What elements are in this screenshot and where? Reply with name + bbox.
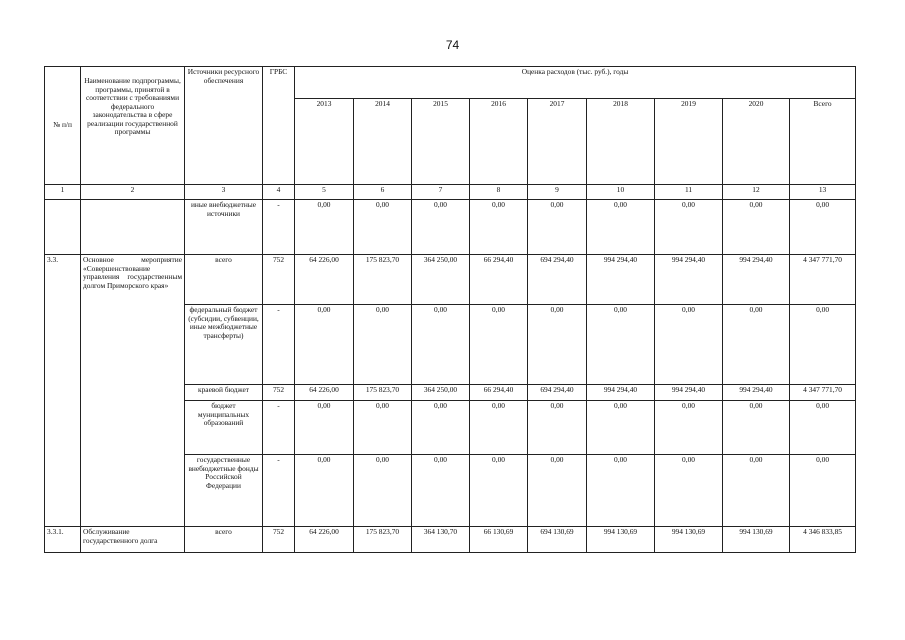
value-cell: 0,00	[723, 200, 790, 255]
column-number-row	[45, 185, 856, 200]
column-number: 3	[185, 185, 263, 200]
value-cell: 0,00	[528, 401, 587, 455]
value-cell: 994 294,40	[587, 385, 655, 401]
value-cell: 0,00	[470, 305, 528, 385]
value-cell: 0,00	[354, 200, 412, 255]
value-cell: 994 130,69	[587, 527, 655, 553]
grbs-cell: -	[263, 200, 295, 255]
value-cell: 694 130,69	[528, 527, 587, 553]
value-cell: 66 130,69	[470, 527, 528, 553]
source-cell: иные внебюджетные источники	[185, 200, 263, 255]
value-cell: 0,00	[412, 200, 470, 255]
value-cell: 0,00	[528, 455, 587, 527]
source-cell: бюджет муниципальных образований	[185, 401, 263, 455]
item-name-cell: Основное мероприятие «Совершенствование управления государственным долгом Приморского края»	[81, 255, 185, 527]
source-cell: всего	[185, 527, 263, 553]
value-cell: 364 130,70	[412, 527, 470, 553]
source-cell: краевой бюджет	[185, 385, 263, 401]
item-name-cell	[81, 200, 185, 255]
item-name-cell: Обслуживание государственного долга	[81, 527, 185, 553]
value-cell: 0,00	[587, 305, 655, 385]
value-cell: 0,00	[655, 401, 723, 455]
value-cell: 694 294,40	[528, 255, 587, 305]
grbs-cell: 752	[263, 255, 295, 305]
value-cell: 64 226,00	[295, 527, 354, 553]
table-row	[45, 200, 856, 255]
year-header: 2020	[723, 99, 790, 185]
column-number: 2	[81, 185, 185, 200]
total-cell: 4 347 771,70	[790, 255, 856, 305]
column-number: 10	[587, 185, 655, 200]
value-cell: 0,00	[655, 200, 723, 255]
column-number: 9	[528, 185, 587, 200]
column-number: 4	[263, 185, 295, 200]
value-cell: 0,00	[295, 200, 354, 255]
value-cell: 0,00	[587, 200, 655, 255]
value-cell: 0,00	[655, 305, 723, 385]
value-cell: 994 294,40	[655, 385, 723, 401]
value-cell: 0,00	[295, 455, 354, 527]
value-cell: 0,00	[470, 401, 528, 455]
grbs-cell: -	[263, 305, 295, 385]
grbs-cell: -	[263, 455, 295, 527]
value-cell: 0,00	[655, 455, 723, 527]
value-cell: 175 823,70	[354, 527, 412, 553]
value-cell: 994 294,40	[723, 385, 790, 401]
column-number: 5	[295, 185, 354, 200]
column-number: 7	[412, 185, 470, 200]
value-cell: 0,00	[354, 401, 412, 455]
total-cell: 4 346 833,85	[790, 527, 856, 553]
source-cell: всего	[185, 255, 263, 305]
header-col-name: Наименование подпрограммы, программы, принятой в соответствии с требованиями федерального законодательства в сфере реализации государственной программы	[81, 67, 185, 185]
year-header: 2014	[354, 99, 412, 185]
item-number-cell: 3.3.	[45, 255, 81, 527]
total-cell: 4 347 771,70	[790, 385, 856, 401]
grbs-cell: 752	[263, 527, 295, 553]
value-cell: 0,00	[528, 200, 587, 255]
value-cell: 994 294,40	[655, 255, 723, 305]
value-cell: 0,00	[723, 401, 790, 455]
header-col-sources: Источники ресурсного обеспечения	[185, 67, 263, 185]
source-cell: государственные внебюджетные фонды Российской Федерации	[185, 455, 263, 527]
value-cell: 66 294,40	[470, 385, 528, 401]
value-cell: 0,00	[470, 200, 528, 255]
column-number: 6	[354, 185, 412, 200]
value-cell: 0,00	[723, 455, 790, 527]
value-cell: 0,00	[587, 455, 655, 527]
source-cell: федеральный бюджет (субсидии, субвенции, иные межбюджетные трансферты)	[185, 305, 263, 385]
header-row-top	[45, 67, 856, 99]
total-cell: 0,00	[790, 455, 856, 527]
value-cell: 994 294,40	[587, 255, 655, 305]
year-header: 2016	[470, 99, 528, 185]
header-col-estimate: Оценка расходов (тыс. руб.), годы	[295, 67, 856, 99]
value-cell: 0,00	[412, 455, 470, 527]
table-row	[45, 527, 856, 553]
value-cell: 694 294,40	[528, 385, 587, 401]
total-cell: 0,00	[790, 200, 856, 255]
value-cell: 64 226,00	[295, 255, 354, 305]
value-cell: 0,00	[354, 455, 412, 527]
value-cell: 994 294,40	[723, 255, 790, 305]
value-cell: 64 226,00	[295, 385, 354, 401]
column-number: 11	[655, 185, 723, 200]
value-cell: 0,00	[295, 305, 354, 385]
year-header: 2017	[528, 99, 587, 185]
column-number: 1	[45, 185, 81, 200]
page-number: 74	[445, 38, 460, 52]
value-cell: 175 823,70	[354, 255, 412, 305]
total-cell: 0,00	[790, 305, 856, 385]
item-number-cell: 3.3.1.	[45, 527, 81, 553]
value-cell: 0,00	[587, 401, 655, 455]
value-cell: 66 294,40	[470, 255, 528, 305]
grbs-cell: -	[263, 401, 295, 455]
column-number: 8	[470, 185, 528, 200]
value-cell: 0,00	[528, 305, 587, 385]
year-header: 2013	[295, 99, 354, 185]
column-number: 13	[790, 185, 856, 200]
header-col-grbs: ГРБС	[263, 67, 295, 185]
value-cell: 364 250,00	[412, 255, 470, 305]
value-cell: 0,00	[354, 305, 412, 385]
value-cell: 0,00	[412, 305, 470, 385]
table-row	[45, 255, 856, 305]
year-header: 2019	[655, 99, 723, 185]
value-cell: 0,00	[295, 401, 354, 455]
value-cell: 364 250,00	[412, 385, 470, 401]
budget-table	[44, 66, 856, 553]
grbs-cell: 752	[263, 385, 295, 401]
value-cell: 0,00	[470, 455, 528, 527]
item-number-cell	[45, 200, 81, 255]
value-cell: 994 130,69	[655, 527, 723, 553]
value-cell: 994 130,69	[723, 527, 790, 553]
value-cell: 175 823,70	[354, 385, 412, 401]
value-cell: 0,00	[723, 305, 790, 385]
total-header: Всего	[790, 99, 856, 185]
year-header: 2018	[587, 99, 655, 185]
header-col-no: № п/п	[45, 67, 81, 185]
total-cell: 0,00	[790, 401, 856, 455]
value-cell: 0,00	[412, 401, 470, 455]
column-number: 12	[723, 185, 790, 200]
year-header: 2015	[412, 99, 470, 185]
